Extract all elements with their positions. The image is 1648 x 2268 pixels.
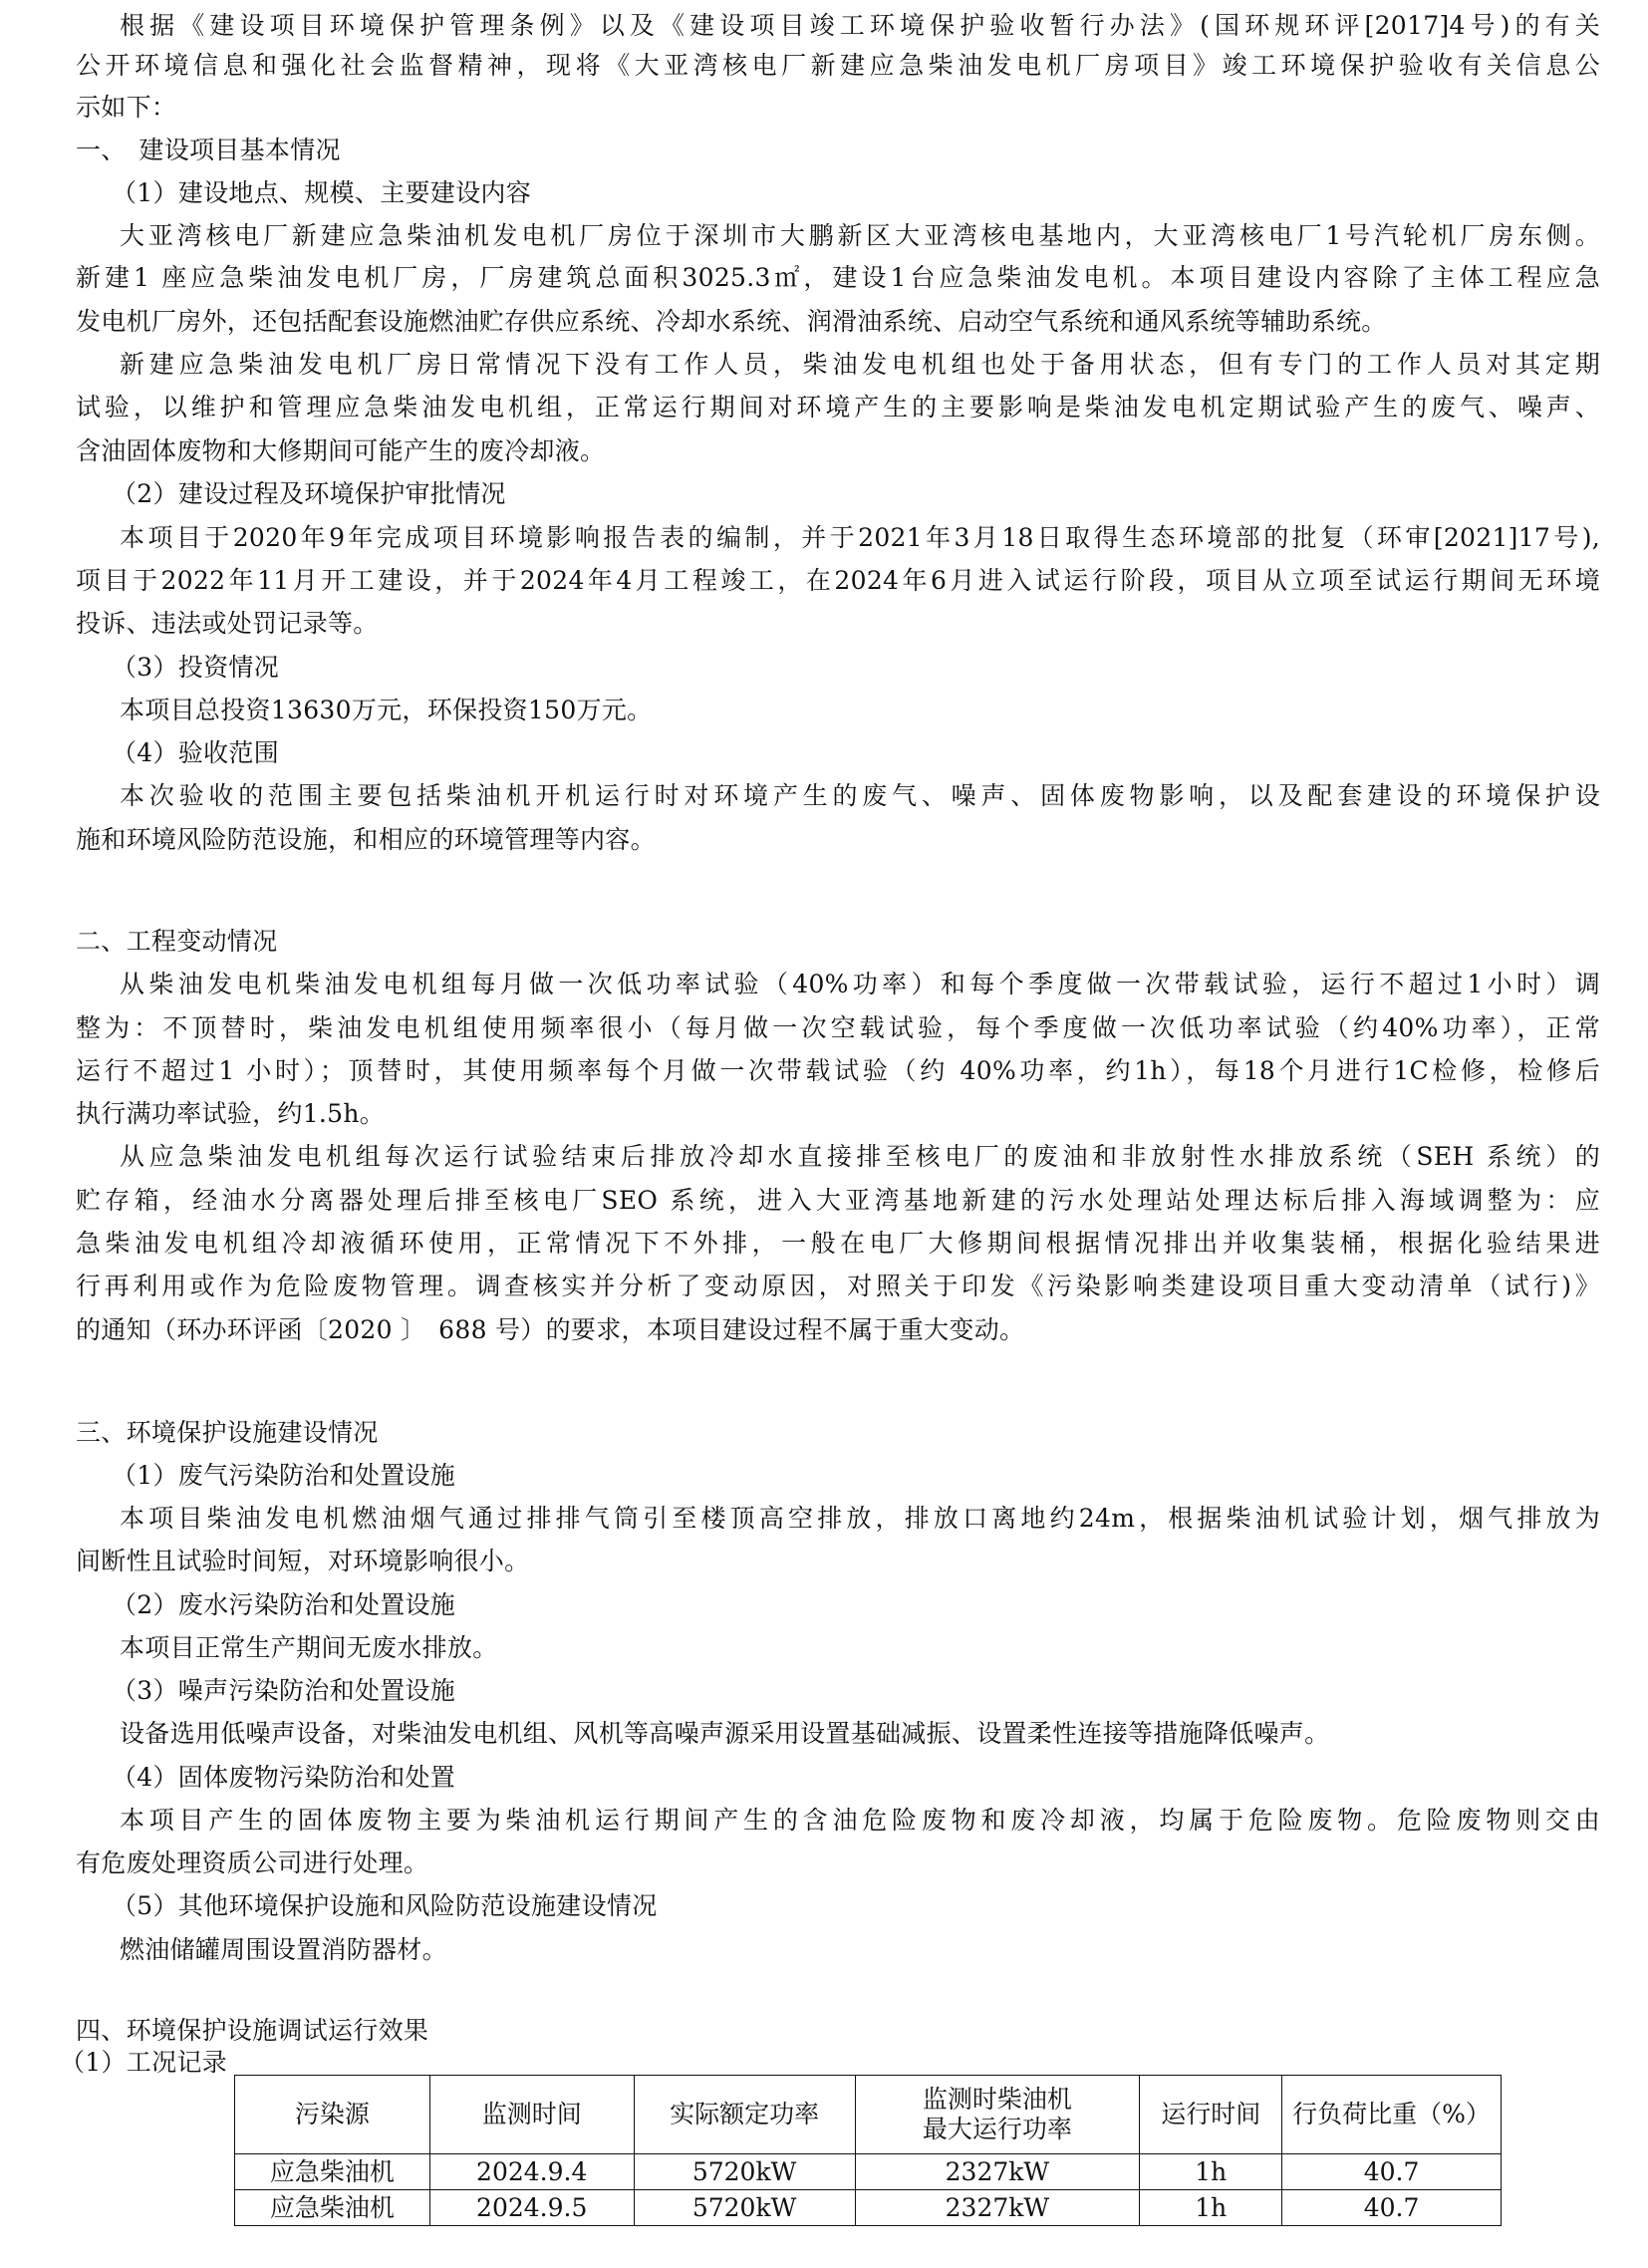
table-cell: 1h <box>1140 2154 1282 2190</box>
paragraph-line: 整为：不顶替时，柴油发电机组使用频率很小（每月做一次空载试验，每个季度做一次低功率试验（约40%功率），正常 <box>76 1013 1600 1042</box>
table-cell: 2327kW <box>855 2154 1140 2190</box>
paragraph-line: 施和环境风险防范设施，和相应的环境管理等内容。 <box>76 825 656 854</box>
table-header-cell: 污染源 <box>235 2076 430 2154</box>
paragraph-line: 投诉、违法或处罚记录等。 <box>76 609 379 638</box>
paragraph-line: 行再利用或作为危险废物管理。调查核实并分析了变动原因，对照关于印发《污染影响类建设项目重大变动清单（试行)》 <box>76 1272 1600 1300</box>
subsection-3-1-heading: （1）废气污染防治和处置设施 <box>112 1461 456 1490</box>
table-cell: 应急柴油机 <box>235 2154 430 2190</box>
table-cell: 5720kW <box>634 2154 855 2190</box>
table-cell: 2024.9.5 <box>429 2190 634 2226</box>
section-1-heading: 一、 建设项目基本情况 <box>76 136 341 164</box>
intro-line-3: 示如下： <box>76 93 177 122</box>
table-cell: 2327kW <box>855 2190 1140 2226</box>
paragraph-line: 试验，以维护和管理应急柴油发电机组，正常运行期间对环境产生的主要影响是柴油发电机定期试验产生的废气、噪声、 <box>76 393 1600 422</box>
table-cell: 1h <box>1140 2190 1282 2226</box>
paragraph-line: 本项目正常生产期间无废水排放。 <box>120 1633 498 1662</box>
paragraph-line: 新建1 座应急柴油发电机厂房，厂房建筑总面积3025.3㎡，建设1台应急柴油发电机。本项目建设内容除了主体工程应急 <box>76 263 1600 292</box>
table-header-cell: 运行时间 <box>1140 2076 1282 2154</box>
table-row <box>235 2154 1502 2190</box>
table-cell: 40.7 <box>1282 2190 1502 2226</box>
table-header-cell: 行负荷比重（%） <box>1282 2076 1502 2154</box>
subsection-1-1-heading: （1）建设地点、规模、主要建设内容 <box>112 178 532 207</box>
subsection-4-1-heading: （1）工况记录 <box>60 2048 228 2077</box>
paragraph-line: 从应急柴油发电机组每次运行试验结束后排放冷却水直接排至核电厂的废油和非放射性水排放系统（SEH 系统）的 <box>120 1142 1600 1171</box>
table-cell: 5720kW <box>634 2190 855 2226</box>
paragraph-line: 急柴油发电机组冷却液循环使用，正常情况下不外排，一般在电厂大修期间根据情况排出并收集装桶，根据化验结果进 <box>76 1229 1600 1258</box>
table-cell: 应急柴油机 <box>235 2190 430 2226</box>
section-2-heading: 二、工程变动情况 <box>76 927 278 956</box>
operating-conditions-table <box>234 2075 1502 2226</box>
paragraph-line: 项目于2022年11月开工建设，并于2024年4月工程竣工，在2024年6月进入试运行阶段，项目从立项至试运行期间无环境 <box>76 566 1600 595</box>
intro-line-1: 根据《建设项目环境保护管理条例》以及《建设项目竣工环境保护验收暂行办法》(国环规环评[2017]4号)的有关 <box>120 11 1600 40</box>
table-header-row <box>235 2076 1502 2154</box>
paragraph-line: 含油固体废物和大修期间可能产生的废冷却液。 <box>76 436 606 465</box>
paragraph-line: 有危废处理资质公司进行处理。 <box>76 1848 429 1877</box>
section-3-heading: 三、环境保护设施建设情况 <box>76 1418 379 1447</box>
subsection-1-4-heading: （4）验收范围 <box>112 738 280 767</box>
paragraph-line: 执行满功率试验，约1.5h。 <box>76 1099 386 1128</box>
paragraph-line: 本项目总投资13630万元，环保投资150万元。 <box>120 696 653 724</box>
paragraph-line: 发电机厂房外，还包括配套设施燃油贮存供应系统、冷却水系统、润滑油系统、启动空气系统和通风系统等辅助系统。 <box>76 307 1387 336</box>
subsection-3-4-heading: （4）固体废物污染防治和处置 <box>112 1763 456 1792</box>
paragraph-line: 本项目产生的固体废物主要为柴油机运行期间产生的含油危险废物和废冷却液，均属于危险废物。危险废物则交由 <box>120 1806 1600 1835</box>
paragraph-line: 新建应急柴油发电机厂房日常情况下没有工作人员，柴油发电机组也处于备用状态，但有专门的工作人员对其定期 <box>120 350 1600 379</box>
table-header-cell: 监测时间 <box>429 2076 634 2154</box>
intro-line-2: 公开环境信息和强化社会监督精神，现将《大亚湾核电厂新建应急柴油发电机厂房项目》竣工环境保护验收有关信息公 <box>76 51 1600 80</box>
paragraph-line: 运行不超过1 小时）；顶替时，其使用频率每个月做一次带载试验（约 40%功率，约1h），每18个月进行1C检修，检修后 <box>76 1056 1601 1085</box>
paragraph-line: 燃油储罐周围设置消防器材。 <box>120 1935 447 1964</box>
subsection-3-3-heading: （3）噪声污染防治和处置设施 <box>112 1676 456 1705</box>
subsection-3-5-heading: （5）其他环境保护设施和风险防范设施建设情况 <box>112 1891 658 1920</box>
section-4-heading: 四、环境保护设施调试运行效果 <box>76 2016 429 2045</box>
table-header-cell: 实际额定功率 <box>634 2076 855 2154</box>
paragraph-line: 的通知（环办环评函〔2020 〕 688 号）的要求，本项目建设过程不属于重大变动。 <box>76 1315 1025 1344</box>
paragraph-line: 从柴油发电机柴油发电机组每月做一次低功率试验（40%功率）和每个季度做一次带载试验，运行不超过1小时）调 <box>120 970 1600 998</box>
subsection-3-2-heading: （2）废水污染防治和处置设施 <box>112 1590 456 1619</box>
paragraph-line: 大亚湾核电厂新建应急柴油机发电机厂房位于深圳市大鹏新区大亚湾核电基地内，大亚湾核电厂1号汽轮机厂房东侧。 <box>120 221 1600 250</box>
table-cell: 40.7 <box>1282 2154 1502 2190</box>
paragraph-line: 本项目柴油发电机燃油烟气通过排排气筒引至楼顶高空排放，排放口离地约24m，根据柴油机试验计划，烟气排放为 <box>120 1504 1600 1533</box>
subsection-1-3-heading: （3）投资情况 <box>112 653 280 682</box>
paragraph-line: 本次验收的范围主要包括柴油机开机运行时对环境产生的废气、噪声、固体废物影响，以及配套建设的环境保护设 <box>120 781 1600 810</box>
table-header-cell: 监测时柴油机 最大运行功率 <box>855 2076 1140 2154</box>
paragraph-line: 贮存箱，经油水分离器处理后排至核电厂SEO 系统，进入大亚湾基地新建的污水处理站处理达标后排入海域调整为：应 <box>76 1186 1600 1215</box>
paragraph-line: 间断性且试验时间短，对环境影响很小。 <box>76 1547 530 1575</box>
paragraph-line: 设备选用低噪声设备，对柴油发电机组、风机等高噪声源采用设置基础减振、设置柔性连接等措施降低噪声。 <box>120 1719 1330 1748</box>
paragraph-line: 本项目于2020年9年完成项目环境影响报告表的编制，并于2021年3月18日取得生态环境部的批复（环审[2021]17号), <box>120 523 1600 552</box>
table-row <box>235 2190 1502 2226</box>
subsection-1-2-heading: （2）建设过程及环境保护审批情况 <box>112 479 506 508</box>
table-cell: 2024.9.4 <box>429 2154 634 2190</box>
